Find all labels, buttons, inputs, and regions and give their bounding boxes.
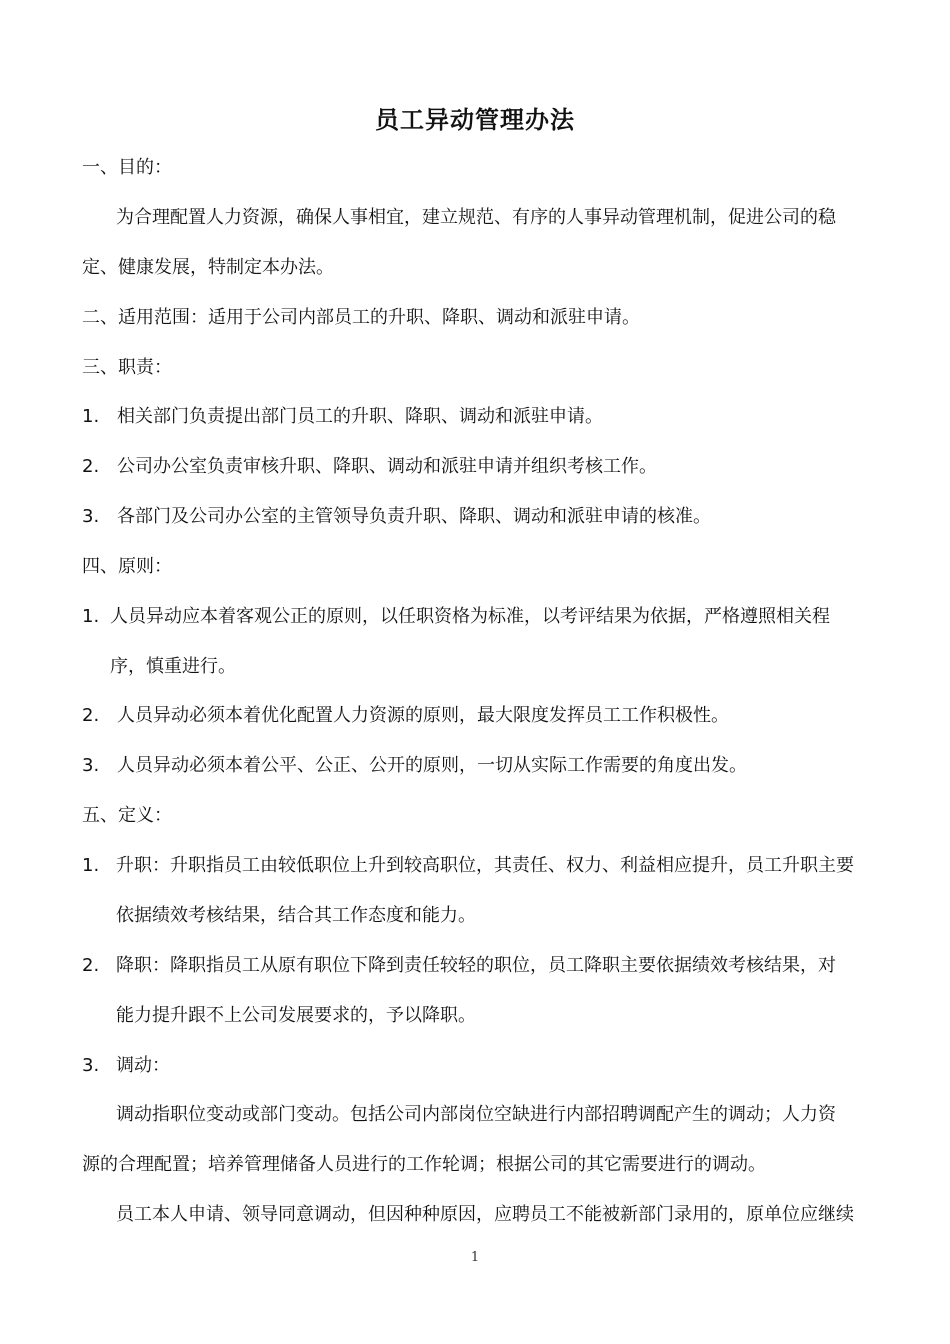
section-heading-scope: 二、适用范围：适用于公司内部员工的升职、降职、调动和派驻申请。: [82, 307, 640, 328]
list-item: 公司办公室负责审核升职、降职、调动和派驻申请并组织考核工作。: [117, 456, 657, 477]
page-number: 1: [470, 1250, 480, 1265]
list-item-continuation: 依据绩效考核结果，结合其工作态度和能力。: [116, 905, 476, 926]
paragraph-line: 源的合理配置；培养管理储备人员进行的工作轮调；根据公司的其它需要进行的调动。: [82, 1154, 766, 1175]
list-item: 相关部门负责提出部门员工的升职、降职、调动和派驻申请。: [117, 406, 603, 427]
list-item: 升职：升职指员工由较低职位上升到较高职位，其责任、权力、利益相应提升，员工升职主要: [116, 855, 854, 876]
paragraph-line: 为合理配置人力资源，确保人事相宜，建立规范、有序的人事异动管理机制，促进公司的稳: [116, 207, 836, 228]
section-heading-purpose: 一、目的：: [82, 157, 172, 178]
paragraph-line: 定、健康发展，特制定本办法。: [82, 257, 334, 278]
list-number: 1.: [82, 606, 100, 627]
list-item-continuation: 能力提升跟不上公司发展要求的，予以降职。: [116, 1005, 476, 1026]
list-item: 人员异动必须本着优化配置人力资源的原则，最大限度发挥员工工作积极性。: [117, 705, 729, 726]
paragraph-line: 调动指职位变动或部门变动。包括公司内部岗位空缺进行内部招聘调配产生的调动；人力资: [116, 1104, 836, 1125]
list-number: 1.: [82, 855, 100, 876]
list-number: 2.: [82, 705, 100, 726]
list-number: 3.: [82, 1055, 100, 1076]
list-item: 人员异动应本着客观公正的原则，以任职资格为标准，以考评结果为依据，严格遵照相关程: [110, 606, 830, 627]
list-number: 2.: [82, 456, 100, 477]
list-item: 各部门及公司办公室的主管领导负责升职、降职、调动和派驻申请的核准。: [117, 506, 711, 527]
list-number: 3.: [82, 506, 100, 527]
document-title: 员工异动管理办法: [375, 106, 575, 134]
section-heading-definitions: 五、定义：: [82, 805, 172, 826]
paragraph-line: 员工本人申请、领导同意调动，但因种种原因，应聘员工不能被新部门录用的，原单位应继续: [116, 1204, 854, 1225]
list-item: 调动：: [116, 1055, 170, 1076]
list-item-continuation: 序，慎重进行。: [110, 656, 236, 677]
list-item: 降职：降职指员工从原有职位下降到责任较轻的职位，员工降职主要依据绩效考核结果，对: [116, 955, 836, 976]
list-number: 2.: [82, 955, 100, 976]
list-number: 3.: [82, 755, 100, 776]
section-heading-duties: 三、职责：: [82, 357, 172, 378]
list-item: 人员异动必须本着公平、公正、公开的原则，一切从实际工作需要的角度出发。: [117, 755, 747, 776]
list-number: 1.: [82, 406, 100, 427]
section-heading-principles: 四、原则：: [82, 556, 172, 577]
